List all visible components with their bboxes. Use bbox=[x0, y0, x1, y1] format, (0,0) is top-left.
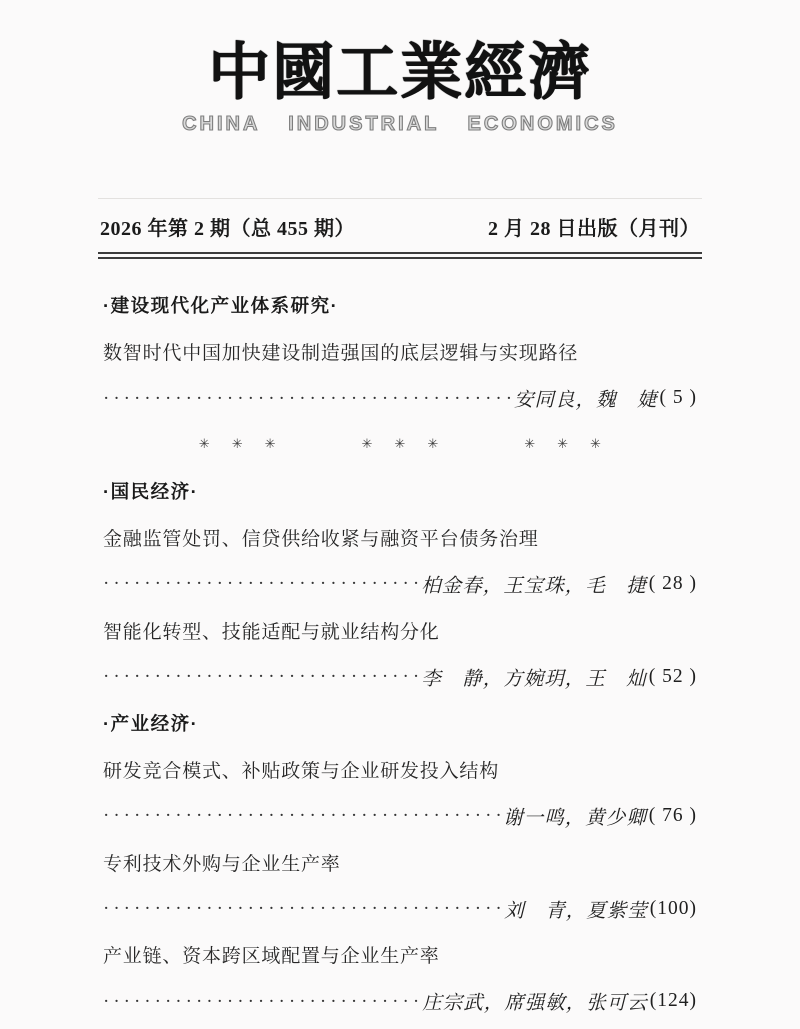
issue-bar bbox=[98, 198, 702, 252]
asterisk-icon: ✳ bbox=[524, 437, 536, 453]
asterisk-icon: ✳ bbox=[557, 437, 569, 453]
article-title: 研发竞合模式、补贴政策与企业研发投入结构 bbox=[103, 760, 500, 782]
article-title-row bbox=[103, 746, 697, 792]
asterisk-icon: ✳ bbox=[427, 437, 439, 453]
leader-dots bbox=[103, 389, 512, 408]
article-page-number: ( 76 ) bbox=[648, 804, 697, 826]
article-authors-row bbox=[103, 375, 697, 421]
article-authors-row bbox=[103, 561, 697, 607]
asterisk-icon: ✳ bbox=[264, 437, 276, 453]
star-group bbox=[362, 438, 439, 451]
section-header-row bbox=[103, 700, 697, 746]
article-authors: 刘 青，夏紫莹 bbox=[504, 900, 648, 922]
publish-date-text: 2 月 28 日出版（月刊） bbox=[488, 218, 700, 241]
article-page-number: (100) bbox=[649, 897, 697, 919]
article-page-number: (124) bbox=[649, 990, 697, 1012]
article-authors: 柏金春，王宝珠，毛 捷 bbox=[421, 575, 647, 597]
article-authors-row bbox=[103, 653, 697, 699]
article-page-number: ( 52 ) bbox=[648, 665, 697, 687]
article-title: 智能化转型、技能适配与就业结构分化 bbox=[103, 621, 440, 643]
article-title-row bbox=[103, 329, 697, 375]
article-authors-row bbox=[103, 978, 697, 1024]
article-authors-row bbox=[103, 885, 697, 931]
asterisk-icon: ✳ bbox=[394, 437, 406, 453]
article-authors: 安同良，魏 婕 bbox=[513, 390, 658, 412]
double-rule-divider bbox=[98, 252, 702, 259]
article-title: 产业链、资本跨区域配置与企业生产率 bbox=[103, 946, 440, 968]
leader-dots bbox=[103, 574, 419, 593]
article-title-row bbox=[103, 514, 697, 560]
leader-dots bbox=[103, 667, 419, 686]
section-label: ·建设现代化产业体系研究· bbox=[103, 295, 339, 317]
article-authors: 庄宗武，席强敏，张可云 bbox=[422, 993, 648, 1015]
asterisk-icon: ✳ bbox=[590, 437, 602, 453]
asterisk-icon: ✳ bbox=[198, 437, 210, 453]
leader-dots bbox=[103, 899, 502, 918]
masthead bbox=[0, 0, 800, 136]
section-label: ·国民经济· bbox=[103, 481, 199, 503]
star-group bbox=[524, 438, 601, 451]
article-page-number: ( 28 ) bbox=[648, 572, 697, 594]
article-authors: 谢一鸣，黄少卿 bbox=[503, 807, 647, 829]
article-page-number: ( 5 ) bbox=[659, 387, 697, 409]
issue-number-text: 2026 年第 2 期（总 455 期） bbox=[100, 218, 355, 241]
article-title-row bbox=[103, 607, 697, 653]
asterisk-icon: ✳ bbox=[361, 437, 373, 453]
article-title-row bbox=[103, 932, 697, 978]
article-authors-row bbox=[103, 793, 697, 839]
section-label: ·产业经济· bbox=[103, 713, 199, 734]
article-authors: 李 静，方婉玥，王 灿 bbox=[421, 668, 647, 690]
journal-title-english: CHINA INDUSTRIAL ECONOMICS bbox=[182, 113, 618, 136]
journal-title-chinese: 中國工業經濟 bbox=[207, 39, 592, 107]
asterisk-icon: ✳ bbox=[231, 437, 243, 453]
article-title: 数智时代中国加快建设制造强国的底层逻辑与实现路径 bbox=[103, 343, 579, 365]
leader-dots bbox=[103, 806, 501, 825]
table-of-contents bbox=[103, 282, 697, 1024]
star-group bbox=[199, 438, 276, 451]
article-title: 专利技术外购与企业生产率 bbox=[103, 853, 341, 875]
stars-separator bbox=[103, 421, 697, 467]
article-title-row bbox=[103, 839, 697, 885]
section-header-row bbox=[103, 468, 697, 514]
article-title: 金融监管处罚、信贷供给收紧与融资平台债务治理 bbox=[103, 528, 539, 550]
section-header-row bbox=[103, 282, 697, 328]
leader-dots bbox=[103, 992, 420, 1011]
